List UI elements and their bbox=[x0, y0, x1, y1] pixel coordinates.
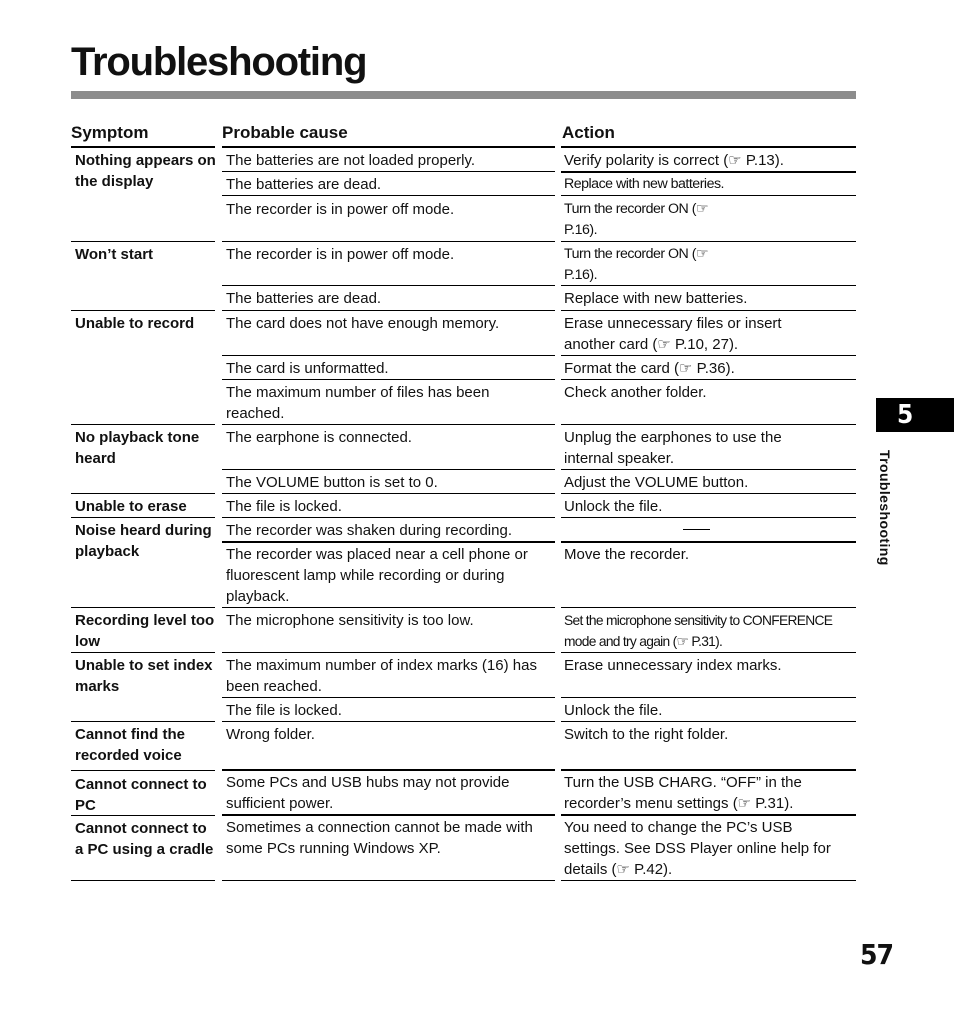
action-rule bbox=[561, 880, 856, 881]
action-cell: Turn the recorder ON (☞ P.16). bbox=[564, 201, 709, 238]
cause-rule bbox=[222, 355, 555, 356]
action-cell: Replace with new batteries. bbox=[564, 176, 724, 192]
cause-rule bbox=[222, 195, 555, 196]
action-rule bbox=[561, 517, 856, 518]
action-cell: Turn the USB CHARG. “OFF” in the recorder’s menu settings (☞ P.31). bbox=[564, 774, 802, 812]
symptom-rule bbox=[71, 770, 215, 771]
action-rule bbox=[561, 652, 856, 653]
action-rule bbox=[561, 171, 856, 173]
action-rule bbox=[561, 541, 856, 543]
cause-cell: The recorder was shaken during recording. bbox=[226, 522, 512, 539]
cause-rule bbox=[222, 721, 555, 722]
empty-action-dash bbox=[683, 529, 710, 530]
action-rule bbox=[561, 241, 856, 242]
cause-cell: The microphone sensitivity is too low. bbox=[226, 612, 474, 629]
action-cell: You need to change the PC’s USB settings. See DSS Player online help for details (☞ P.42). bbox=[564, 819, 831, 878]
action-rule bbox=[561, 310, 856, 311]
action-rule bbox=[561, 355, 856, 356]
cause-cell: The batteries are not loaded properly. bbox=[226, 152, 476, 169]
header-action: Action bbox=[562, 123, 615, 142]
cause-cell: The maximum number of files has been reached. bbox=[226, 384, 490, 422]
action-rule bbox=[561, 379, 856, 380]
action-cell: Turn the recorder ON (☞ P.16). bbox=[564, 246, 709, 283]
action-cell: Set the microphone sensitivity to CONFERENCE mode and try again (☞ P.31). bbox=[564, 613, 833, 649]
symptom-cell: Cannot connect to PC bbox=[75, 776, 207, 814]
symptom-cell: Won’t start bbox=[75, 246, 154, 263]
action-rule bbox=[561, 195, 856, 196]
cause-cell: The card does not have enough memory. bbox=[226, 315, 500, 332]
cause-cell: Some PCs and USB hubs may not provide sufficient power. bbox=[226, 774, 510, 812]
symptom-cell: Cannot connect to a PC using a cradle bbox=[75, 820, 214, 858]
action-cell: Unplug the earphones to use the internal speaker. bbox=[564, 429, 782, 467]
chapter-number: 5 bbox=[897, 400, 914, 430]
symptom-cell: Cannot find the recorded voice bbox=[75, 726, 185, 764]
action-cell: Format the card (☞ P.36). bbox=[564, 360, 735, 377]
cause-rule bbox=[222, 310, 555, 311]
cause-rule bbox=[222, 424, 555, 425]
cause-rule bbox=[222, 814, 555, 816]
side-section-label: Troubleshooting bbox=[877, 450, 893, 566]
title-underline-bar bbox=[71, 91, 856, 99]
symptom-rule bbox=[71, 146, 215, 148]
page-title: Troubleshooting bbox=[71, 40, 367, 84]
header-probable-cause: Probable cause bbox=[222, 123, 348, 142]
action-cell: Unlock the file. bbox=[564, 702, 663, 719]
cause-cell: Wrong folder. bbox=[226, 726, 315, 743]
action-rule bbox=[561, 607, 856, 608]
cause-rule bbox=[222, 541, 555, 543]
cause-rule bbox=[222, 146, 555, 148]
action-rule bbox=[561, 493, 856, 494]
action-rule bbox=[561, 469, 856, 470]
cause-cell: The batteries are dead. bbox=[226, 290, 382, 307]
cause-rule bbox=[222, 652, 555, 653]
action-cell: Move the recorder. bbox=[564, 546, 690, 563]
action-rule bbox=[561, 814, 856, 816]
action-cell: Check another folder. bbox=[564, 384, 707, 401]
cause-cell: The file is locked. bbox=[226, 498, 342, 515]
action-cell: Erase unnecessary files or insert another card (☞ P.10, 27). bbox=[564, 315, 782, 353]
action-cell: Erase unnecessary index marks. bbox=[564, 657, 782, 674]
symptom-cell: Unable to set index marks bbox=[75, 657, 213, 695]
header-symptom: Symptom bbox=[71, 123, 149, 142]
symptom-rule bbox=[71, 880, 215, 881]
cause-cell: The recorder was placed near a cell phone or fluorescent lamp while recording or during playback. bbox=[226, 546, 528, 605]
cause-cell: Sometimes a connection cannot be made with some PCs running Windows XP. bbox=[226, 819, 533, 857]
action-cell: Adjust the VOLUME button. bbox=[564, 474, 749, 491]
action-cell: Verify polarity is correct (☞ P.13). bbox=[564, 152, 784, 169]
cause-rule bbox=[222, 517, 555, 518]
cause-cell: The file is locked. bbox=[226, 702, 342, 719]
symptom-cell: Nothing appears on the display bbox=[75, 152, 216, 190]
symptom-cell: Noise heard during playback bbox=[75, 522, 212, 560]
cause-cell: The VOLUME button is set to 0. bbox=[226, 474, 438, 491]
action-cell: Switch to the right folder. bbox=[564, 726, 729, 743]
cause-cell: The recorder is in power off mode. bbox=[226, 246, 455, 263]
symptom-rule bbox=[71, 310, 215, 311]
action-rule bbox=[561, 721, 856, 722]
cause-rule bbox=[222, 607, 555, 608]
cause-rule bbox=[222, 171, 555, 172]
cause-rule bbox=[222, 469, 555, 470]
cause-cell: The recorder is in power off mode. bbox=[226, 201, 455, 218]
symptom-rule bbox=[71, 607, 215, 608]
symptom-rule bbox=[71, 424, 215, 425]
cause-rule bbox=[222, 697, 555, 698]
action-cell: Unlock the file. bbox=[564, 498, 663, 515]
cause-rule bbox=[222, 880, 555, 881]
action-rule bbox=[561, 697, 856, 698]
action-rule bbox=[561, 146, 856, 148]
page-number: 57 bbox=[860, 938, 894, 971]
cause-rule bbox=[222, 241, 555, 242]
symptom-rule bbox=[71, 493, 215, 494]
symptom-rule bbox=[71, 241, 215, 242]
symptom-cell: No playback tone heard bbox=[75, 429, 200, 467]
cause-rule bbox=[222, 493, 555, 494]
chapter-tab bbox=[876, 398, 954, 432]
cause-rule bbox=[222, 379, 555, 380]
cause-cell: The batteries are dead. bbox=[226, 176, 382, 193]
symptom-cell: Unable to erase bbox=[75, 498, 187, 515]
cause-cell: The maximum number of index marks (16) has been reached. bbox=[226, 657, 537, 695]
symptom-rule bbox=[71, 517, 215, 518]
cause-cell: The card is unformatted. bbox=[226, 360, 389, 377]
symptom-cell: Unable to record bbox=[75, 315, 195, 332]
symptom-rule bbox=[71, 652, 215, 653]
symptom-cell: Recording level too low bbox=[75, 612, 215, 650]
action-cell: Replace with new batteries. bbox=[564, 290, 748, 307]
action-rule bbox=[561, 424, 856, 425]
cause-cell: The earphone is connected. bbox=[226, 429, 412, 446]
cause-rule bbox=[222, 285, 555, 286]
symptom-rule bbox=[71, 721, 215, 722]
action-rule bbox=[561, 769, 856, 771]
cause-rule bbox=[222, 769, 555, 771]
